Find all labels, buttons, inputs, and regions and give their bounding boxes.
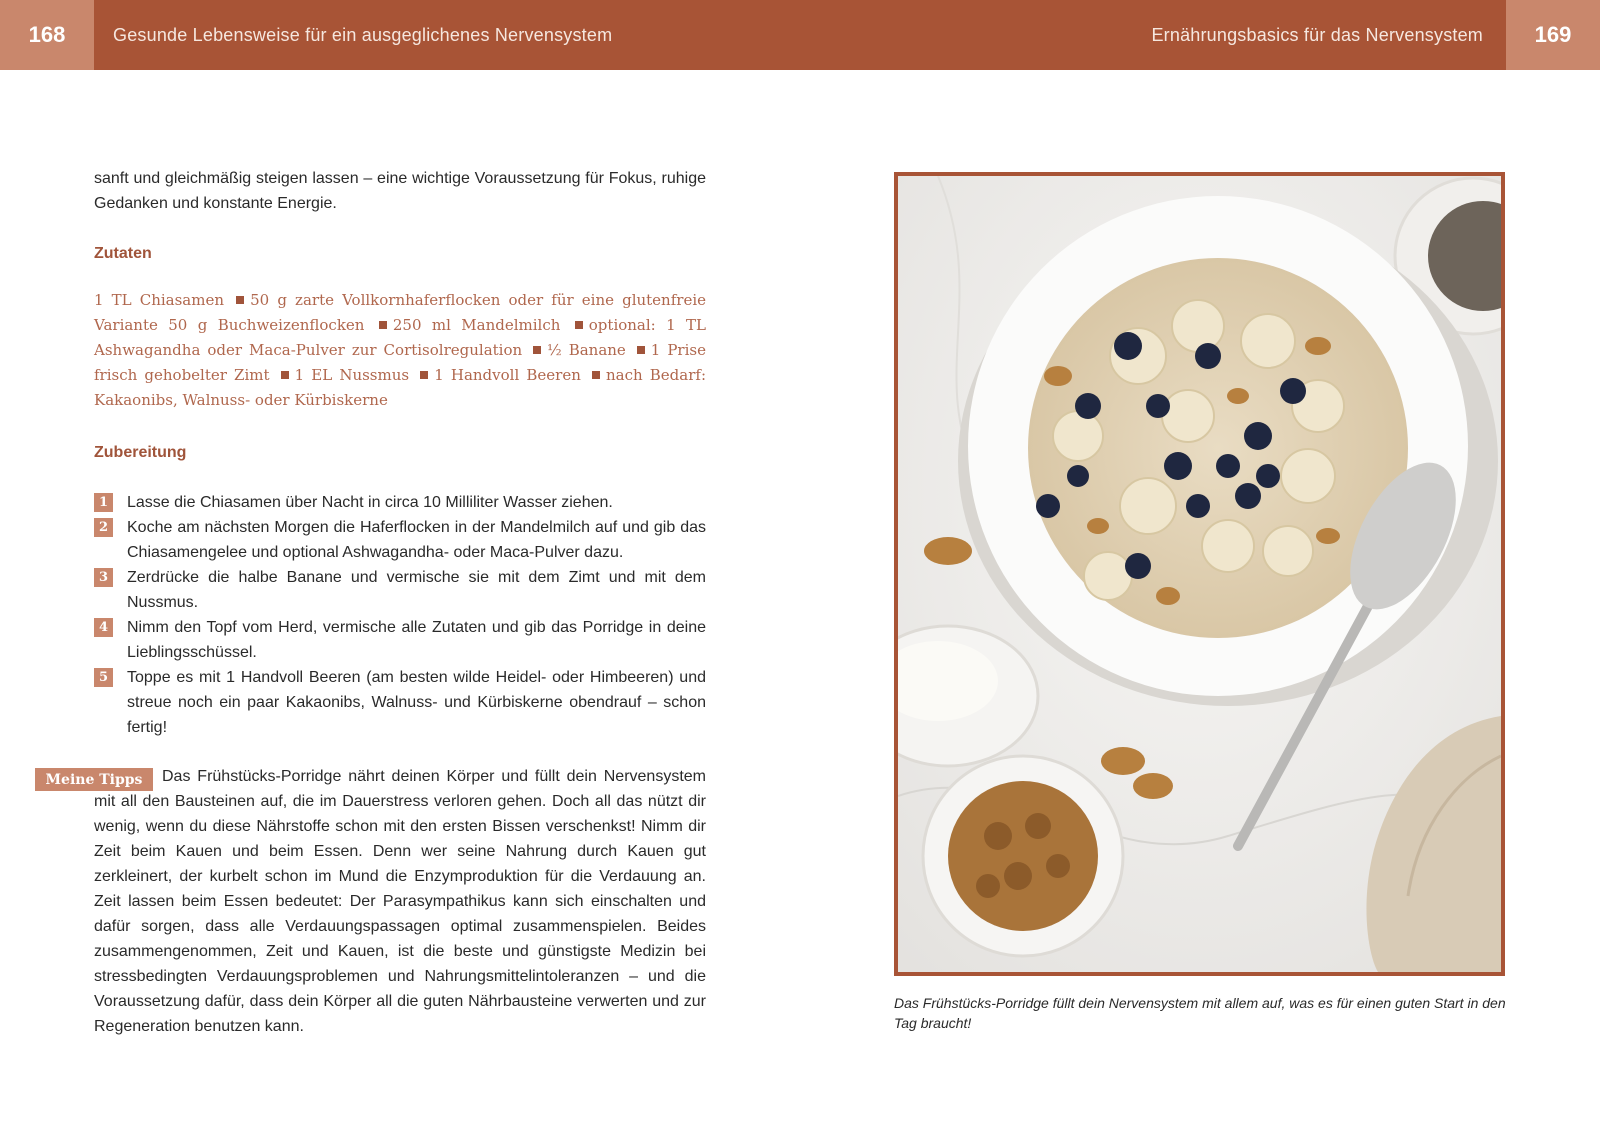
- tips-paragraph: Das Frühstücks-Porridge nährt deinen Körper und füllt dein Nervensystem mit all den Bausteinen auf, die im Dauerstress verloren gehen. Doch all das nützt dir wenig, wenn du diese Nährstoffe schon mit den ersten Bissen verschenkst! Nimm dir Zeit beim Kauen und beim Essen. Denn wer seine Nahrung durch Kauen gut zerkleinert, der kurbelt schon im Mund die Enzymproduktion für die Verdauung an. Zeit lassen beim Essen bedeutet: Der Parasympathikus kann sich einschalten und dafür sorgen, dass alle Verdauungspassagen optimal zusammenspielen. Beides zusammengenommen, Zeit und Kauen, ist die beste und günstigste Medizin bei stressbedingten Verdauungsproblemen und Nahrungsmittelintoleranzen – und die Voraussetzung dafür, dass dein Körper all die guten Nährbausteine verwerten und zur Regeneration benutzen kann.: [94, 768, 706, 1035]
- preparation-steps: [94, 490, 706, 740]
- ingredient-item: 50 g zarte Vollkornhaferflocken oder für eine glutenfreie Variante 50 g Buchweizenflocken: [94, 291, 706, 334]
- step-text: Lasse die Chiasamen über Nacht in circa 10 Milliliter Wasser ziehen.: [127, 494, 613, 511]
- ingredient-item: 1 Handvoll Beeren: [434, 366, 581, 384]
- ingredient-item: 1 EL Nussmus: [294, 366, 410, 384]
- ingredient-separator: [379, 321, 387, 329]
- ingredient-item: 250 ml Mandelmilch: [392, 316, 561, 334]
- left-page-number: 168: [0, 0, 94, 70]
- right-running-title: Ernährungsbasics für das Nervensystem: [1151, 24, 1483, 45]
- step-number-badge: 4: [94, 618, 113, 637]
- ingredients-heading: Zutaten: [94, 245, 152, 262]
- page-header: [0, 0, 1600, 70]
- right-page-number: 169: [1506, 0, 1600, 70]
- step-text: Nimm den Topf vom Herd, vermische alle Zutaten und gib das Porridge in deine Lieblingsschüssel.: [127, 619, 706, 661]
- ingredient-separator: [420, 371, 428, 379]
- step-number-badge: 1: [94, 493, 113, 512]
- ingredient-item: 1 TL Chiasamen: [94, 291, 225, 309]
- left-running-title: Gesunde Lebensweise für ein ausgeglichenes Nervensystem: [113, 24, 613, 45]
- preparation-step: [94, 615, 706, 665]
- step-text: Koche am nächsten Morgen die Haferflocken in der Mandelmilch auf und gib das Chiasamengelee und optional Ashwagandha- oder Maca-Pulver dazu.: [127, 519, 706, 561]
- preparation-heading: Zubereitung: [94, 444, 187, 461]
- ingredient-separator: [592, 371, 600, 379]
- step-number-badge: 3: [94, 568, 113, 587]
- ingredients-list: [94, 288, 706, 413]
- porridge-photo: [894, 172, 1505, 976]
- ingredient-separator: [575, 321, 583, 329]
- porridge-illustration: [898, 176, 1501, 972]
- tips-label: Meine Tipps: [35, 768, 153, 791]
- preparation-step: [94, 565, 706, 615]
- step-number-badge: 5: [94, 668, 113, 687]
- preparation-step: [94, 490, 706, 515]
- ingredient-separator: [533, 346, 541, 354]
- step-number-badge: 2: [94, 518, 113, 537]
- ingredient-item: ½ Banane: [547, 341, 626, 359]
- photo-caption: Das Frühstücks-Porridge füllt dein Nervensystem mit allem auf, was es für einen guten Start in den Tag braucht!: [894, 995, 1506, 1031]
- step-text: Zerdrücke die halbe Banane und vermische sie mit dem Zimt und mit dem Nussmus.: [127, 569, 706, 611]
- ingredient-item: 1 Prise frisch gehobelter Zimt: [94, 341, 706, 384]
- step-text: Toppe es mit 1 Handvoll Beeren (am besten wilde Heidel- oder Himbeeren) und streue noch ein paar Kakaonibs, Walnuss- und Kürbiskerne obendrauf – schon fertig!: [127, 669, 706, 736]
- ingredient-separator: [281, 371, 289, 379]
- intro-paragraph: sanft und gleichmäßig steigen lassen – eine wichtige Voraussetzung für Fokus, ruhige Gedanken und konstante Energie.: [94, 170, 706, 212]
- ingredient-separator: [236, 296, 244, 304]
- preparation-step: [94, 515, 706, 565]
- ingredient-separator: [637, 346, 645, 354]
- ingredient-item: nach Bedarf: Kakaonibs, Walnuss- oder Kürbiskerne: [94, 366, 707, 409]
- preparation-step: [94, 665, 706, 740]
- ingredient-item: optional: 1 TL Ashwagandha oder Maca-Pulver zur Cortisolregulation: [94, 316, 706, 359]
